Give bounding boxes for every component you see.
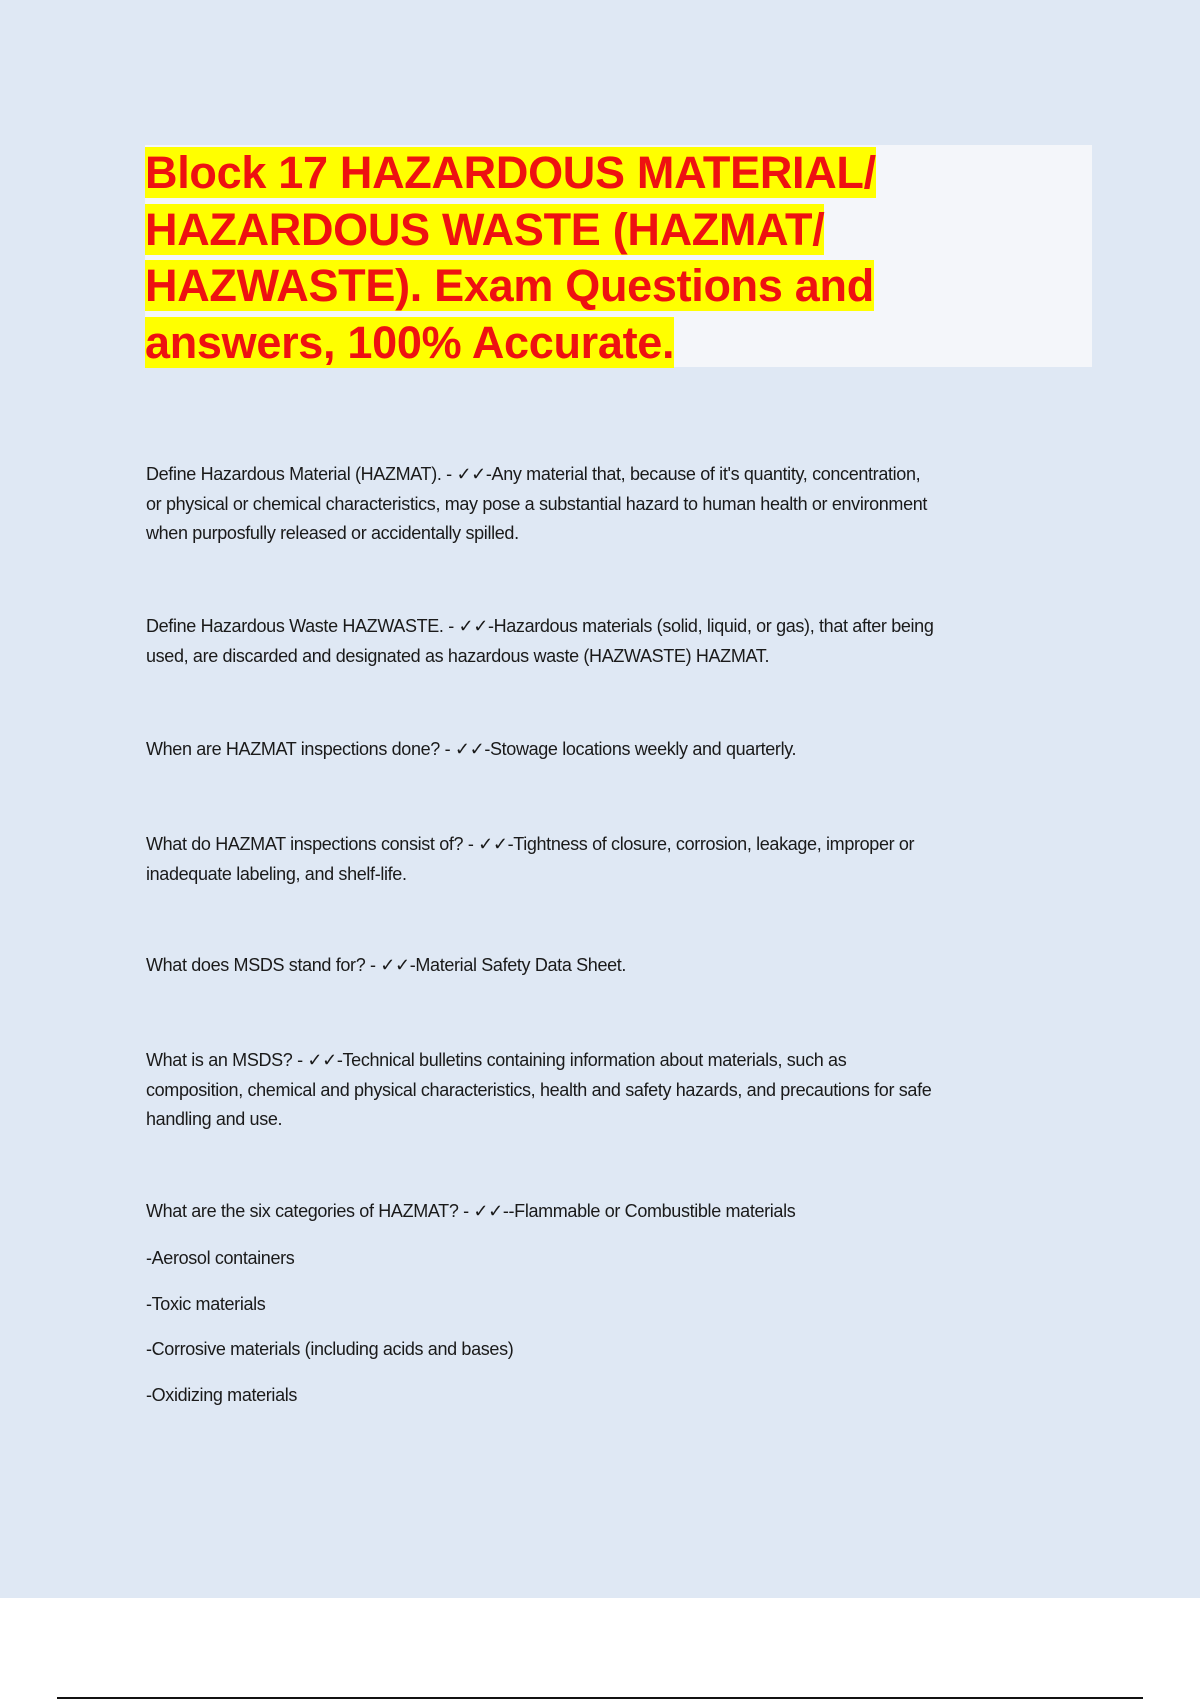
list-item <box>146 1381 1106 1411</box>
qa-item <box>146 951 1106 981</box>
title-line: HAZARDOUS WASTE (HAZMAT/ <box>145 203 825 255</box>
qa-line: -Oxidizing materials <box>146 1385 298 1405</box>
qa-line: -Aerosol containers <box>146 1248 295 1268</box>
document-title <box>145 145 1105 371</box>
qa-line: inadequate labeling, and shelf-life. <box>146 863 407 884</box>
qa-line: What do HAZMAT inspections consist of? - ✓✓-Tightness of closure, corrosion, leakage, improper or <box>146 834 915 854</box>
qa-line: What are the six categories of HAZMAT? - ✓✓--Flammable or Combustible materials <box>146 1201 796 1221</box>
list-item <box>146 1290 1106 1320</box>
qa-line: When are HAZMAT inspections done? - ✓✓-Stowage locations weekly and quarterly. <box>146 739 797 759</box>
qa-line: Define Hazardous Material (HAZMAT). - ✓✓-Any material that, because of it's quantity, concentration, <box>146 464 921 484</box>
list-item <box>146 1244 1106 1274</box>
title-line: HAZWASTE). Exam Questions and <box>145 260 874 311</box>
qa-line: used, are discarded and designated as hazardous waste (HAZWASTE) HAZMAT. <box>146 645 770 666</box>
qa-line: or physical or chemical characteristics, may pose a substantial hazard to human health or environment <box>146 493 928 514</box>
qa-item <box>146 1046 1106 1135</box>
list-item <box>146 1335 1106 1365</box>
qa-line: What does MSDS stand for? - ✓✓-Material Safety Data Sheet. <box>146 955 627 975</box>
qa-item <box>146 830 1106 889</box>
title-line: answers, 100% Accurate. <box>145 316 675 368</box>
title-line: Block 17 HAZARDOUS MATERIAL/ <box>145 147 876 198</box>
qa-line: handling and use. <box>146 1109 283 1129</box>
qa-line: What is an MSDS? - ✓✓-Technical bulletins containing information about materials, such as <box>146 1050 847 1070</box>
qa-item <box>146 1197 1106 1227</box>
page-divider <box>57 1697 1143 1699</box>
qa-line: -Corrosive materials (including acids and bases) <box>146 1339 514 1359</box>
qa-line: -Toxic materials <box>146 1294 266 1314</box>
qa-line: Define Hazardous Waste HAZWASTE. - ✓✓-Hazardous materials (solid, liquid, or gas), that after being <box>146 616 934 636</box>
qa-item <box>146 735 1106 765</box>
qa-item <box>146 460 1106 549</box>
qa-line: when purposfully released or accidentally spilled. <box>146 523 519 543</box>
qa-line: composition, chemical and physical characteristics, health and safety hazards, and precautions for safe <box>146 1079 932 1100</box>
qa-item <box>146 612 1106 671</box>
